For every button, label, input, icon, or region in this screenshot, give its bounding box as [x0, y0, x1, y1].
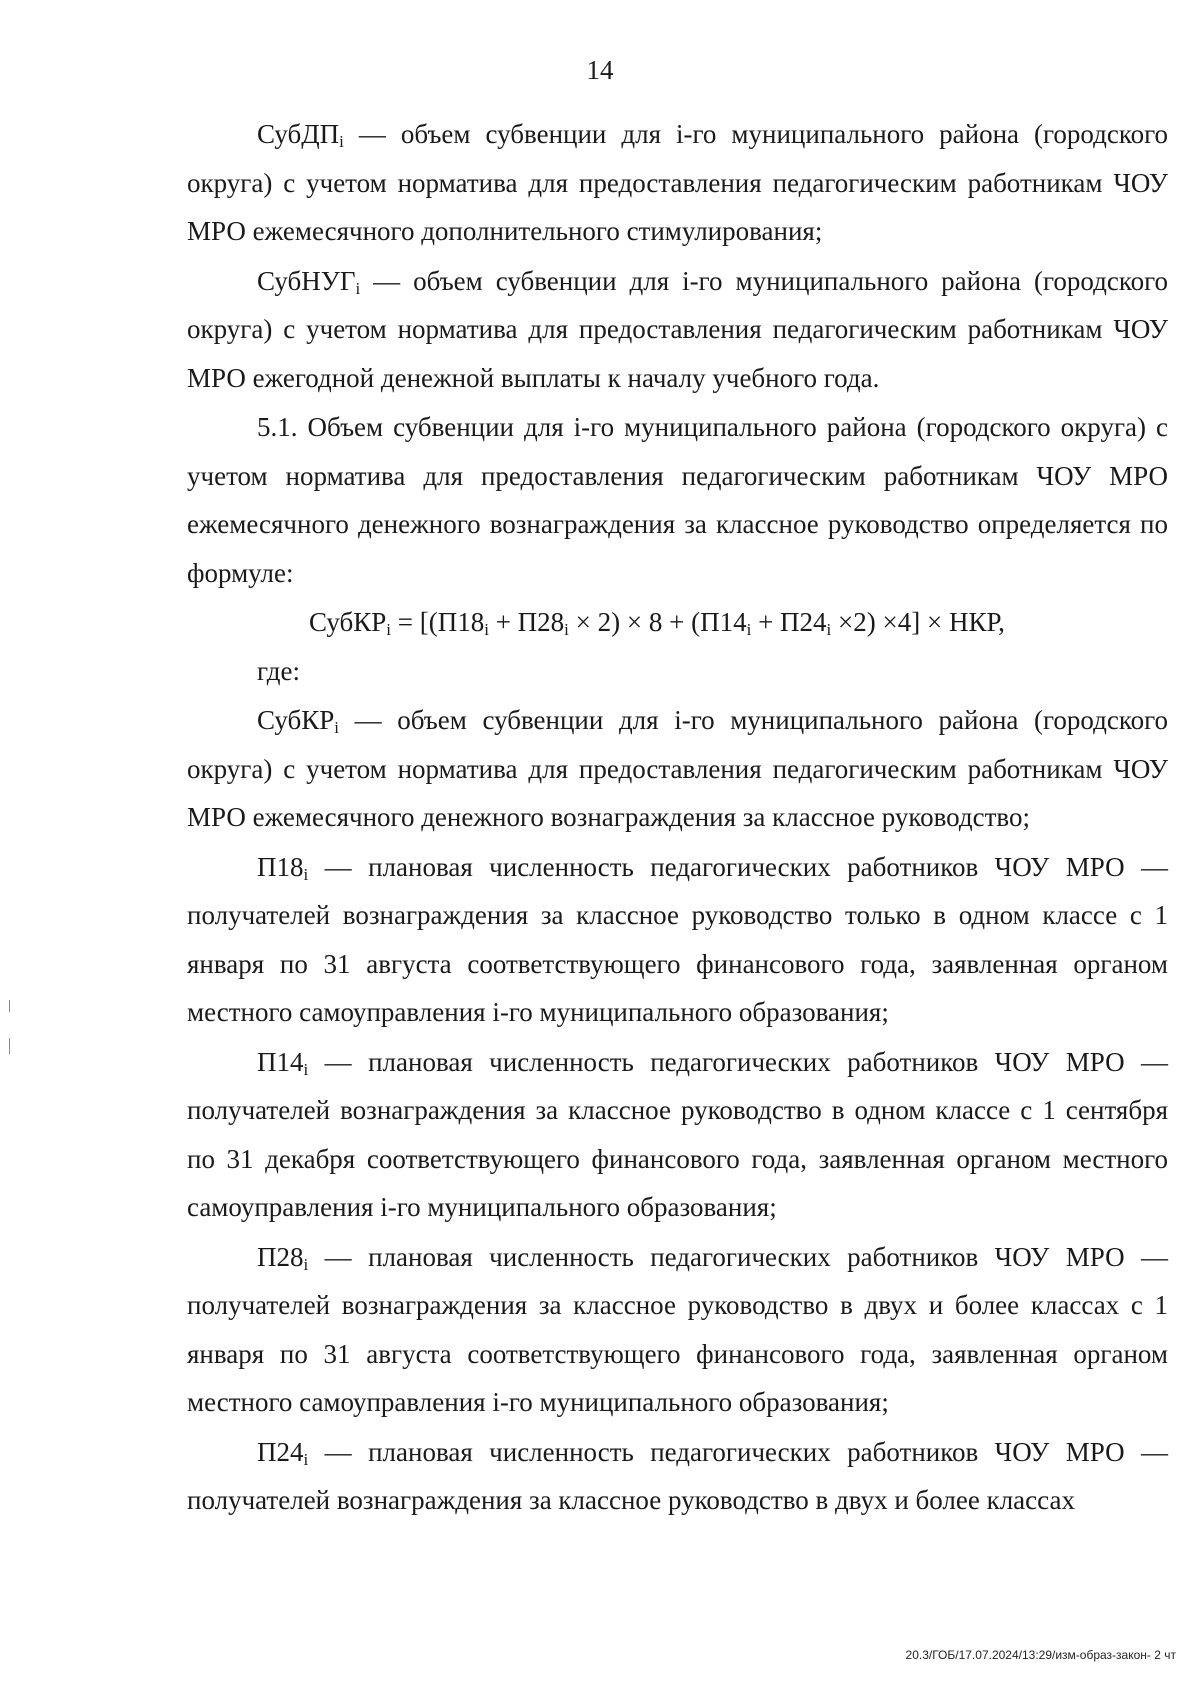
term-p14-index: i — [303, 1059, 309, 1079]
definition-p18-text: — плановая численность педагогических работников ЧОУ МРО — получателей вознаграждения за классное руководство только в одном классе с 1 января по 31 августа соответствующего финансового года, заявленная органом местного самоуправления i-го муниципального образования; — [187, 851, 1168, 1027]
term-subdp: СубДП — [257, 119, 340, 149]
formula-term-p14: × 2) × 8 + (П14 — [568, 607, 747, 637]
term-p24-index: i — [303, 1449, 309, 1469]
term-subkr: СубКР — [257, 705, 335, 735]
formula-lhs: СубКР — [309, 607, 387, 637]
formula-tail: ×2) ×4] × НКР, — [831, 607, 1005, 637]
formula-subkr — [187, 598, 1168, 647]
definition-subnug-text: — объем субвенции для i-го муниципального района (городского округа) с учетом норматива для предоставления педагогическим работникам ЧОУ МРО ежегодной денежной выплаты к началу учебного года. — [187, 265, 1168, 393]
definition-p24 — [187, 1428, 1168, 1525]
term-subnug: СубНУГ — [257, 265, 356, 296]
definition-subdp-text: — объем субвенции для i-го муниципального района (городского округа) с учетом норматива для предоставления педагогическим работникам ЧОУ МРО ежемесячного дополнительного стимулирования; — [187, 119, 1168, 246]
term-p28-index: i — [303, 1254, 309, 1274]
term-subkr-index: i — [334, 718, 339, 737]
definition-p18 — [187, 843, 1168, 1037]
formula-p28-index: i — [564, 620, 569, 639]
definition-p28 — [187, 1233, 1168, 1427]
document-footer-stamp: 20.3/ГОБ/17.07.2024/13:29/изм-образ-закон- 2 чт — [905, 1648, 1176, 1662]
term-p28: П28 — [257, 1241, 304, 1272]
definition-subkr-text: — объем субвенции для i-го муниципального района (городского округа) с учетом норматива для предоставления педагогическим работникам ЧОУ МРО ежемесячного денежного вознаграждения за классное руководство; — [187, 705, 1168, 832]
page-number: 14 — [586, 55, 614, 85]
formula-term-p24: + П24 — [751, 607, 827, 637]
definition-p28-text: — плановая численность педагогических работников ЧОУ МРО — получателей вознаграждения за классное руководство в двух и более классах с 1 января по 31 августа соответствующего финансового года, заявленная органом местного самоуправления i-го муниципального образования; — [187, 1241, 1168, 1417]
definition-p14-text: — плановая численность педагогических работников ЧОУ МРО — получателей вознаграждения за классное руководство в одном классе с 1 сентября по 31 декабря соответствующего финансового года, заявленная органом местного самоуправления i-го муниципального образования; — [187, 1046, 1168, 1222]
formula-lhs-index: i — [386, 620, 391, 639]
margin-scan-mark-bottom — [9, 1038, 10, 1054]
term-p18: П18 — [257, 851, 304, 882]
definition-p14 — [187, 1038, 1168, 1232]
section-5-1: 5.1. Объем субвенции для i-го муниципального района (городского округа) с учетом норматива для предоставления педагогическим работникам ЧОУ МРО ежемесячного денежного вознаграждения за классное руководство определяется по формуле: — [187, 412, 1168, 588]
term-subnug-index: i — [355, 278, 361, 298]
margin-scan-mark-top — [9, 1000, 10, 1012]
term-subdp-index: i — [339, 132, 344, 151]
definition-subnug — [187, 257, 1168, 403]
term-p24: П24 — [257, 1436, 304, 1467]
document-body — [187, 110, 1168, 1526]
definition-subdp — [187, 110, 1168, 256]
term-p18-index: i — [303, 864, 309, 884]
definition-p24-text: — плановая численность педагогических работников ЧОУ МРО — получателей вознаграждения за классное руководство в двух и более классах — [187, 1436, 1168, 1515]
formula-p24-index: i — [826, 620, 832, 639]
formula-term-p28: + П28 — [488, 607, 565, 637]
term-p14: П14 — [257, 1046, 304, 1077]
formula-p14-index: i — [746, 620, 752, 639]
definition-subkr — [187, 696, 1168, 842]
formula-term-p18: = [(П18 — [390, 607, 485, 637]
where-label: где: — [257, 655, 300, 686]
formula-p18-index: i — [484, 620, 489, 639]
